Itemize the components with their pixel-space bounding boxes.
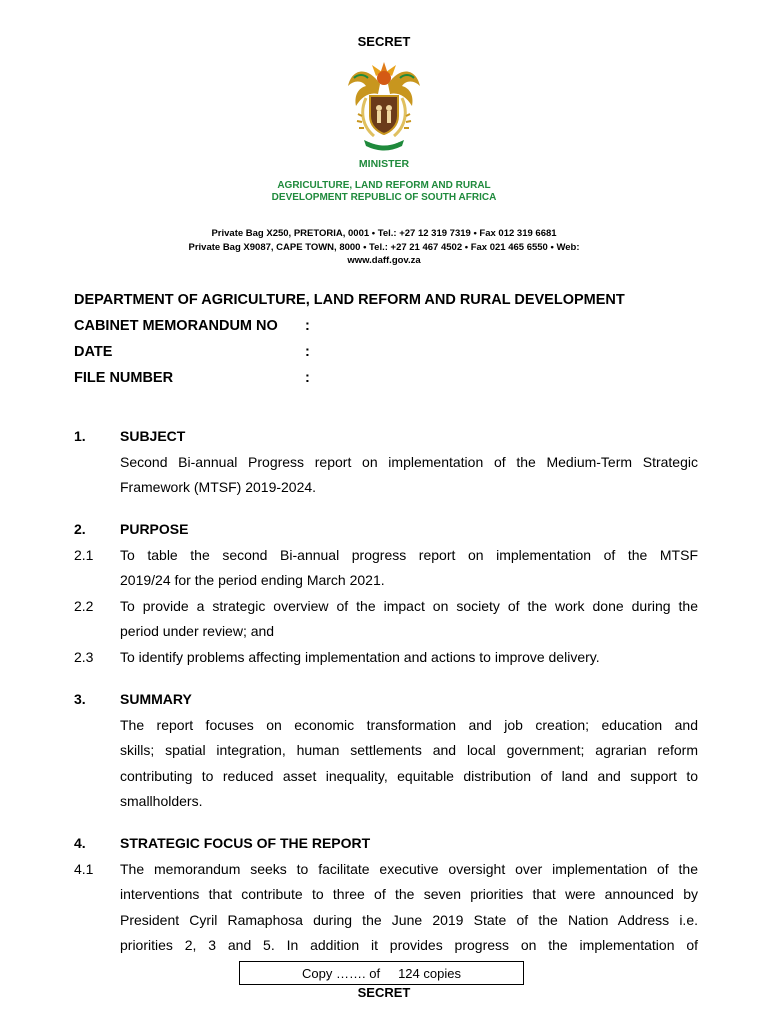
section-1-number: 1. [74,428,86,444]
date-label: DATE [74,344,113,360]
website-link[interactable]: www.daff.gov.za [347,255,421,266]
address-line-1: Private Bag X250, PRETORIA, 0001 • Tel.: +27 12 319 7319 • Fax 012 319 6681 [211,228,557,239]
section-4-line-1: The memorandum seeks to facilitate executive oversight over implementation of the [120,861,698,877]
item-2-1-number: 2.1 [74,547,94,563]
section-3-number: 3. [74,691,86,707]
item-4-1-number: 4.1 [74,861,94,877]
file-number-label: FILE NUMBER [74,370,174,386]
item-2-1-line-2: 2019/24 for the period ending March 2021. [120,572,385,588]
section-4-line-2: interventions that contribute to three of the seven priorities that were announced by [120,886,698,902]
copies-label: 124 copies [398,965,461,981]
section-3-line-1: The report focuses on economic transformation and job creation; education and [120,717,698,733]
section-4-title: STRATEGIC FOCUS OF THE REPORT [120,835,371,851]
coat-of-arms-emblem [340,56,428,154]
section-3-title: SUMMARY [120,691,192,707]
section-3-line-2: skills; spatial integration, human settlements and local government; agrarian reform [120,742,698,758]
section-3-line-4: smallholders. [120,793,203,809]
section-4-line-4: priorities 2, 3 and 5. In addition it provides progress on the implementation of [120,937,698,953]
section-1-text-line-2: Framework (MTSF) 2019-2024. [120,479,317,495]
section-2-title: PURPOSE [120,521,189,537]
cabinet-memo-colon: : [305,318,310,334]
item-2-3-line-1: To identify problems affecting implementation and actions to improve delivery. [120,649,600,665]
ministry-line-1: AGRICULTURE, LAND REFORM AND RURAL [277,180,491,191]
section-3-line-3: contributing to reduced asset inequality, equitable distribution of land and support to [120,768,698,784]
item-2-2-line-2: period under review; and [120,623,275,639]
letterhead-title: MINISTER [358,158,410,170]
item-2-3-number: 2.3 [74,649,94,665]
item-2-2-line-1: To provide a strategic overview of the impact on society of the work done during the [120,598,698,614]
section-4-number: 4. [74,835,86,851]
copy-count-box [239,961,524,985]
department-heading: DEPARTMENT OF AGRICULTURE, LAND REFORM AND RURAL DEVELOPMENT [74,292,625,308]
copy-label: Copy ……. of [302,965,381,981]
ministry-line-2: DEVELOPMENT REPUBLIC OF SOUTH AFRICA [271,192,497,203]
cabinet-memo-label: CABINET MEMORANDUM NO [74,318,278,334]
classification-top: SECRET [357,34,411,49]
date-colon: : [305,344,310,360]
section-1-text-line-1: Second Bi-annual Progress report on implementation of the Medium-Term Strategic [120,454,698,470]
section-4-line-3: President Cyril Ramaphosa during the June 2019 State of the Nation Address i.e. [120,912,698,928]
address-line-2: Private Bag X9087, CAPE TOWN, 8000 • Tel.: +27 21 467 4502 • Fax 021 465 6550 • Web: [188,242,580,253]
section-1-title: SUBJECT [120,428,186,444]
file-number-colon: : [305,370,310,386]
section-2-number: 2. [74,521,86,537]
item-2-1-line-1: To table the second Bi-annual progress report on implementation of the MTSF [120,547,698,563]
item-2-2-number: 2.2 [74,598,94,614]
classification-bottom: SECRET [357,985,411,1000]
